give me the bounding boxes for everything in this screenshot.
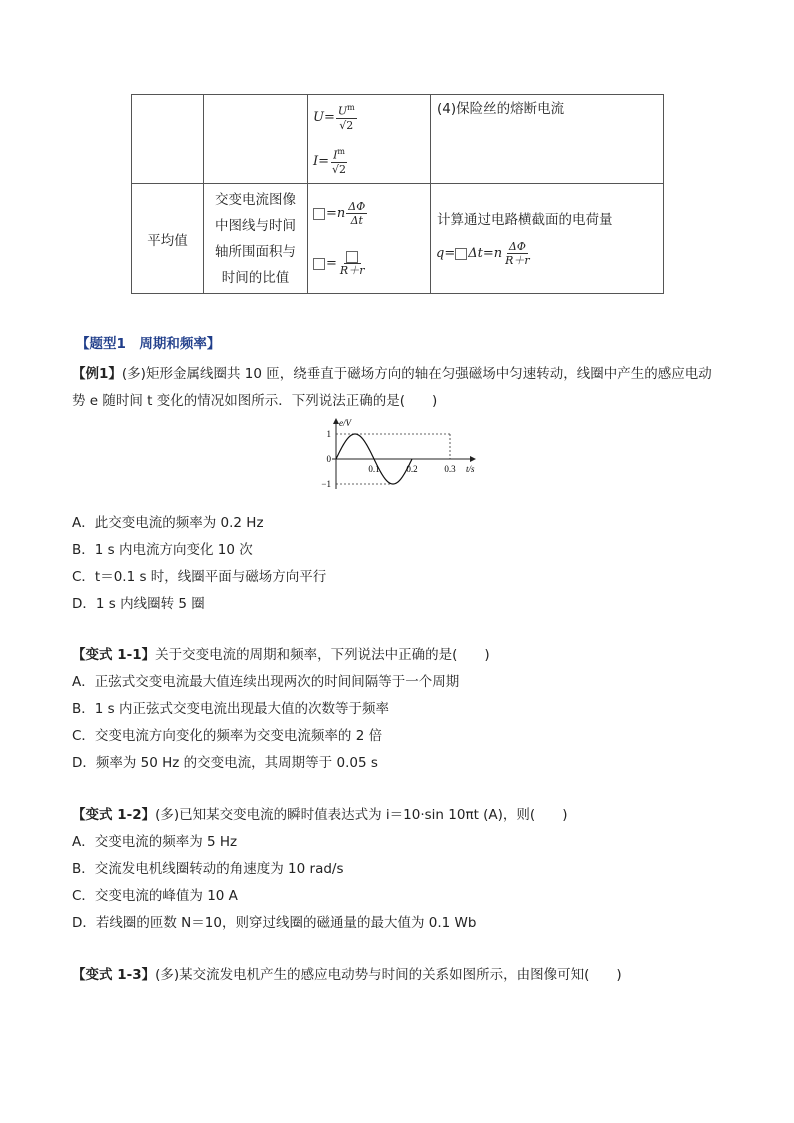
option-b: B．交流发电机线圈转动的角速度为 10 rad/s (72, 861, 344, 877)
table-cell-empty (132, 95, 204, 184)
formula-charge (431, 236, 663, 272)
y-axis-label: e/V (339, 418, 351, 428)
superscript: m (347, 103, 355, 113)
fraction (338, 250, 367, 278)
option-a: A．交变电流的频率为 5 Hz (72, 834, 238, 850)
desc-line: 轴所围面积与 (215, 243, 296, 260)
formula-mid: = (326, 256, 337, 271)
variant-stem: 关于交变电流的周期和频率，下列说法中正确的是( ) (155, 647, 490, 663)
option-d: D．若线圈的匝数 N＝10，则穿过线圈的磁通量的最大值为 0.1 Wb (72, 915, 477, 931)
placeholder-glyph-icon (346, 251, 358, 263)
denominator: √2 (339, 118, 354, 132)
placeholder-glyph-icon (313, 208, 325, 220)
option-b: B．1 s 内电流方向变化 10 次 (72, 542, 253, 558)
variant13-stem-line (72, 963, 622, 983)
y-tick-label: 1 (326, 429, 331, 439)
variant-stem: (多)某交流发电机产生的感应电动势与时间的关系如图所示，由图像可知( ) (155, 967, 622, 983)
example1-line1 (72, 362, 712, 382)
fraction (503, 240, 532, 268)
option-a: A．正弦式交变电流最大值连续出现两次的时间间隔等于一个周期 (72, 674, 460, 690)
fraction (336, 101, 357, 133)
sine-wave-chart (310, 416, 480, 496)
formula-mid: =n (326, 206, 346, 221)
denominator: R＋r (339, 263, 365, 277)
formula-i-lhs: I= (313, 153, 330, 169)
desc-line: 时间的比值 (221, 269, 290, 286)
table-cell-formula (308, 184, 431, 294)
option-b: B．1 s 内正弦式交变电流出现最大值的次数等于频率 (72, 701, 389, 717)
numerator: U (337, 104, 348, 118)
option-c: C．交变电流方向变化的频率为交变电流频率的 2 倍 (72, 728, 383, 744)
denominator: Δt (350, 213, 363, 227)
fraction (330, 145, 348, 177)
denominator: √2 (332, 162, 347, 176)
table-cell-formula (308, 95, 431, 184)
variant-tag: 【变式 1-1】 (72, 647, 156, 663)
x-tick-label: 0.1 (368, 464, 380, 474)
table-cell-application (431, 95, 664, 184)
y-tick-label: 0 (326, 454, 331, 464)
example1-line2: 势 e 随时间 t 变化的情况如图所示．下列说法正确的是( ) (72, 393, 438, 409)
x-tick-label: 0.3 (444, 464, 456, 474)
formula-i (308, 139, 430, 183)
variant-tag: 【变式 1-3】 (72, 967, 156, 983)
variant12-stem-line (72, 803, 567, 823)
table-cell-application (431, 184, 664, 294)
option-d: D．频率为 50 Hz 的交变电流，其周期等于 0.05 s (72, 755, 378, 771)
numerator: I (333, 148, 338, 162)
variant11-stem-line (72, 643, 490, 663)
row-name: 平均值 (132, 184, 204, 294)
desc-line: 中图线与时间 (215, 217, 296, 234)
application-text: 计算通过电路横截面的电荷量 (437, 211, 613, 228)
formula-avg-e (308, 189, 430, 239)
option-c: C．交变电流的峰值为 10 A (72, 888, 238, 904)
superscript: m (337, 147, 346, 157)
option-d: D．1 s 内线圈转 5 圈 (72, 596, 205, 612)
variant-stem: (多)已知某交变电流的瞬时值表达式为 i＝10·sin 10πt (A)，则( ) (155, 807, 568, 823)
formula-mid: Δt=n (468, 246, 503, 261)
y-tick-label: −1 (321, 479, 331, 489)
row-description (204, 184, 308, 294)
desc-line: 交变电流图像 (215, 191, 296, 208)
numerator: ΔΦ (348, 199, 366, 213)
placeholder-glyph-icon (313, 258, 325, 270)
x-tick-label: 0.2 (406, 464, 418, 474)
section-title: 【题型1 周期和频率】 (76, 336, 221, 352)
table-row-effective (132, 95, 664, 184)
example-stem: (多)矩形金属线圈共 10 匝，绕垂直于磁场方向的轴在匀强磁场中匀速转动，线圈中产生的感应电动 (121, 366, 712, 382)
formula-u-lhs: U= (313, 109, 335, 125)
ac-values-table (131, 94, 664, 294)
application-text: (4)保险丝的熔断电流 (437, 101, 565, 117)
fraction (346, 200, 367, 228)
example-tag: 【例1】 (72, 366, 122, 382)
denominator: R＋r (505, 253, 530, 267)
x-axis-arrow-icon (470, 456, 476, 462)
numerator: ΔΦ (508, 239, 526, 253)
variant-tag: 【变式 1-2】 (72, 807, 156, 823)
formula-avg-i (308, 239, 430, 289)
formula-q: q= (436, 246, 456, 261)
formula-u (308, 95, 430, 139)
table-row-average (132, 184, 664, 294)
option-a: A．此交变电流的频率为 0.2 Hz (72, 515, 264, 531)
x-axis-label: t/s (466, 464, 475, 474)
placeholder-glyph-icon (455, 248, 467, 260)
option-c: C．t＝0.1 s 时，线圈平面与磁场方向平行 (72, 569, 327, 585)
table-cell-empty (204, 95, 308, 184)
